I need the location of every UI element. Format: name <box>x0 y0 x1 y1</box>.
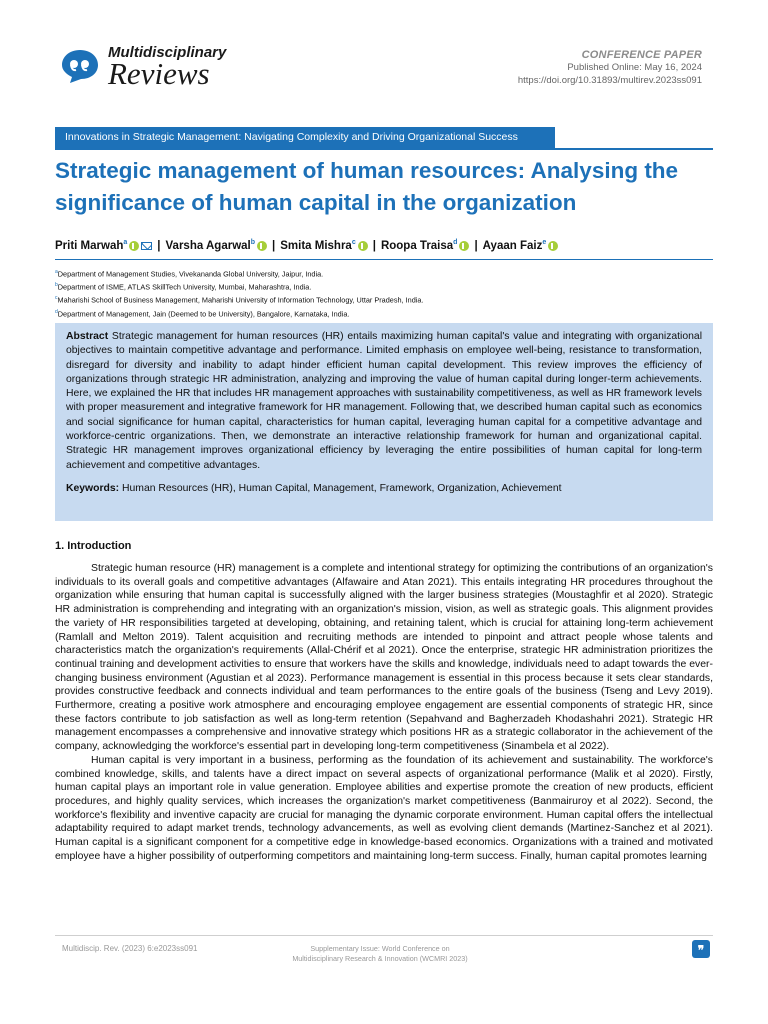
footer-supplement <box>270 944 490 964</box>
orcid-icon[interactable] <box>129 241 139 251</box>
author-name[interactable]: Roopa Traisa <box>380 239 454 252</box>
author-list <box>55 239 715 252</box>
keywords-text: Human Resources (HR), Human Capital, Management, Framework, Organization, Achievement <box>122 482 562 494</box>
quote-bubble-icon <box>60 48 100 84</box>
footer-supplement-line: Supplementary Issue: World Conference on <box>310 944 450 953</box>
affiliation-text: Department of Management Studies, Vivekananda Global University, Jaipur, India. <box>57 269 324 279</box>
author-affil-marker: e <box>542 239 547 246</box>
orcid-icon[interactable] <box>459 241 469 251</box>
footer-supplement-line: Multidisciplinary Research & Innovation (WCMRI 2023) <box>292 954 468 963</box>
affiliation-item <box>55 307 423 320</box>
journal-name-top: Multidisciplinary <box>108 44 227 61</box>
author-affil-marker: c <box>351 239 356 246</box>
author-separator: | <box>272 239 276 252</box>
orcid-icon[interactable] <box>548 241 558 251</box>
author-name[interactable]: Smita Mishra <box>280 239 352 252</box>
paper-meta <box>518 49 702 87</box>
author-name[interactable]: Ayaan Faiz <box>482 239 543 252</box>
journal-name-main: Reviews <box>108 56 210 91</box>
author-name[interactable]: Priti Marwah <box>55 239 124 252</box>
paper-type: CONFERENCE PAPER <box>581 49 702 61</box>
body-paragraph: Human capital is very important in a business, performing as the foundation of its achievement and sustainability. The workforce's combined knowledge, skills, and talents have a direct impact on several aspects of organizational performance (Malik et al 2020). Firstly, human capital plays an important role in value generation. Employee abilities and expertise promote the creation of new products, efficient procedures, and highly quality services, which increases the organization's market competitiveness (Banmairuroy et al 2022). Second, the workforce's flexibility and inventive capacity are crucial for managing the dynamic corporate environment. Human capital offers the intellectual adaptability required to adapt market trends, technology advancements, as well as evolving client demands (Martinez-Sanchez et al 2021). Human capital is a significant component for a competitive edge in knowledge-based economics. Organizations with a trained and motivated employee have a higher possibility of outperforming competitors and maintaining long-term success. Finally, human capital promotes learning <box>55 754 713 862</box>
affiliation-marker: d <box>55 308 58 315</box>
journal-quote-icon: ❞ <box>692 940 710 958</box>
orcid-icon[interactable] <box>358 241 368 251</box>
affiliation-marker: c <box>55 295 58 302</box>
author-affil-marker: d <box>453 239 458 246</box>
paper-title: Strategic management of human resources: Analysing the significance of human capital in the organization <box>55 158 679 215</box>
affiliation-text: Department of ISME, ATLAS SkillTech University, Mumbai, Maharashtra, India. <box>57 282 312 292</box>
abstract-paragraph <box>66 330 702 473</box>
keywords-label: Keywords: <box>66 482 120 494</box>
affiliation-text: Maharishi School of Business Management, Maharishi University of Information Technology, Uttar Pradesh, India. <box>57 295 424 305</box>
section-body <box>55 562 713 863</box>
banner-divider <box>55 148 713 150</box>
affiliation-item <box>55 293 423 306</box>
abstract-text: Strategic management for human resources (HR) entails maximizing human capital's value and integrating with organizational objectives to maintain competitive advantage and performance. Limited emphasis on employee well-being, resistance to transformation, disregard for diversity and inability to adapt hinder efficient human capital development. This review improves the efficiency of organizations through strategic HR administration, analyzing and improving the value of human capital during longer-term achievements. Here, we explained the HR that includes HR management approaches with sustainability competitiveness, as well as HR framework levels with proper measurement and integrative framework for HR management. Following that, we described human capital such as economics and social significance for human capital, characteristics for human capital, leveraging human capital for a competitive advantage and workforce-centric organizations. Then, we demonstrate an interactive relationship framework for human and organizational capital. Strategic HR management improves organizational efficiency by leveraging the entire possibilities of human capital for long-term achievement and competitive advantages. <box>66 331 703 471</box>
author-affil-marker: b <box>250 239 256 246</box>
affiliation-marker: b <box>55 282 58 289</box>
email-icon[interactable] <box>141 242 152 250</box>
affiliation-marker: a <box>55 269 58 275</box>
author-separator: | <box>372 239 376 252</box>
doi-link[interactable]: https://doi.org/10.31893/multirev.2023ss091 <box>517 75 702 86</box>
author-separator: | <box>157 239 161 252</box>
orcid-icon[interactable] <box>257 241 267 251</box>
author-name[interactable]: Varsha Agarwal <box>165 239 251 252</box>
footer-citation: Multidiscip. Rev. (2023) 6:e2023ss091 <box>62 944 198 953</box>
topic-banner: Innovations in Strategic Management: Navigating Complexity and Driving Organizational Success <box>55 127 555 148</box>
affiliation-text: Department of Management, Jain (Deemed to be University), Bangalore, Karnataka, India. <box>57 309 350 319</box>
affiliation-item <box>55 267 423 280</box>
affiliation-item <box>55 280 423 293</box>
footer-divider <box>55 935 713 936</box>
author-affil-marker: a <box>123 239 128 246</box>
body-paragraph: Strategic human resource (HR) management is a complete and intentional strategy for optimizing the contributions of an organization's individuals to its overall goals and competitive advantages (Alfawaire and Atan 2021). This entails integrating HR procedures throughout the organization while ensuring that human capital is successfully aligned with the larger business strategies (Moustaghfir et al 2020). Strategic HR administration is comprehending and integrating with an organization's mission, vision, as well as strategic goals. This alignment provides the variety of HR responsibilities targeted at developing, obtaining, and retaining talent, which is crucial for attaining long-term achievement (Ramlall and Melton 2019). Talent acquisition and recruiting methods are intended to pinpoint and attract people whose talents and characteristics match the organization's requirements (Allal-Chérif et al 2021). Once the enterprise, strategic HR administration prioritizes the continual training and development activities to ensure that workers have the skills and knowledge, individuals need to adapt towards the ever-changing business environment (Agustian et al 2023). Performance management is essential in this process because it sets clear standards, provides constructive feedback and connects individual and team performances to the entire goals of the business (Tseng and Levy 2019). Furthermore, creating a positive work atmosphere and encouraging employee engagement are essential components of strategic HR, since these factors contribute to job satisfaction as well as long-term retention (Sepahvand and Bagherzadeh Khodashahri 2021). Strategic HR management encompasses a comprehensive and innovative strategy which positions HR as a strategic collaborator in the achievement of the company, acknowledging the workforce's essential part in developing long-term competitiveness (Sinambela et al 2022). <box>55 563 713 753</box>
published-date: Published Online: May 16, 2024 <box>567 62 702 73</box>
section-heading: 1. Introduction <box>55 540 132 552</box>
abstract-box <box>55 323 713 521</box>
abstract-label: Abstract <box>66 331 109 342</box>
journal-logo <box>58 40 228 92</box>
authors-divider <box>55 259 713 260</box>
keywords-line <box>66 482 702 496</box>
author-separator: | <box>474 239 478 252</box>
